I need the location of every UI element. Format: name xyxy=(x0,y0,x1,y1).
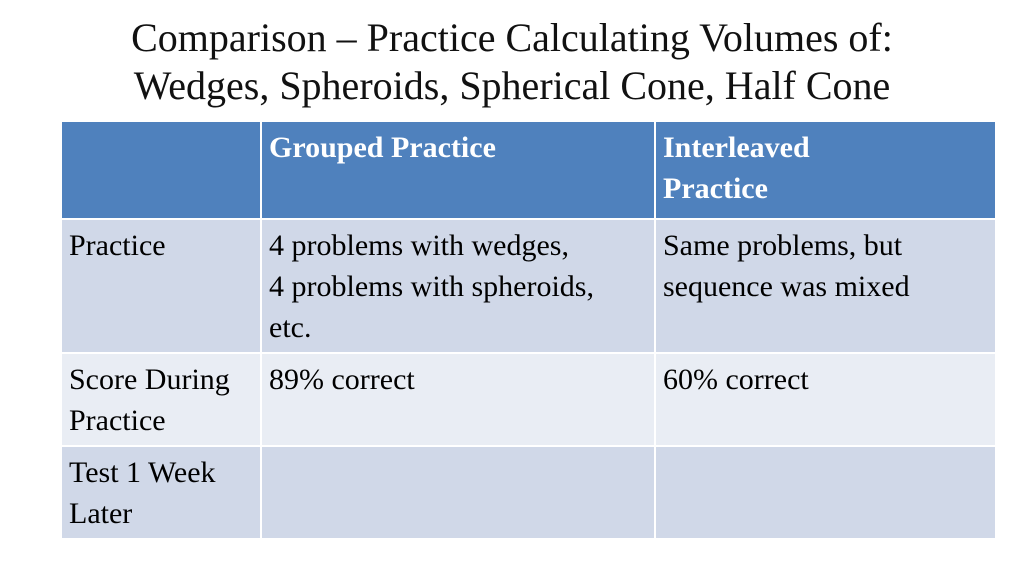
cell-grouped-test xyxy=(261,446,655,539)
cell-line: etc. xyxy=(269,311,312,344)
cell-line: 89% correct xyxy=(269,363,415,396)
cell-line: 4 problems with wedges, xyxy=(269,229,569,262)
cell-interleaved-score xyxy=(655,353,996,446)
cell-interleaved-practice xyxy=(655,219,996,353)
row-label-practice xyxy=(61,219,261,353)
table-row xyxy=(61,353,996,446)
row-label-line: Score During xyxy=(69,363,230,396)
header-cell-empty xyxy=(61,121,261,219)
cell-line: sequence was mixed xyxy=(663,270,910,303)
header-interleaved-line-1: Interleaved xyxy=(663,131,810,164)
comparison-table xyxy=(60,120,997,540)
cell-interleaved-test xyxy=(655,446,996,539)
slide-title xyxy=(0,14,1024,110)
header-cell-interleaved-practice xyxy=(655,121,996,219)
cell-grouped-practice xyxy=(261,219,655,353)
table-header-row xyxy=(61,121,996,219)
slide-title-line-2: Wedges, Spheroids, Spherical Cone, Half Cone xyxy=(133,63,891,108)
row-label-line: Practice xyxy=(69,404,166,437)
cell-line: 4 problems with spheroids, xyxy=(269,270,594,303)
header-cell-grouped-practice: Grouped Practice xyxy=(261,121,655,219)
cell-line: 60% correct xyxy=(663,363,809,396)
cell-grouped-score xyxy=(261,353,655,446)
table-row xyxy=(61,219,996,353)
row-label-line: Test 1 Week xyxy=(69,456,216,489)
row-label-line: Practice xyxy=(69,229,166,262)
header-interleaved-line-2: Practice xyxy=(663,172,768,205)
row-label-line: Later xyxy=(69,497,133,530)
slide-title-line-1: Comparison – Practice Calculating Volumes of: xyxy=(131,15,893,60)
row-label-test-1-week-later xyxy=(61,446,261,539)
table-row xyxy=(61,446,996,539)
row-label-score-during-practice xyxy=(61,353,261,446)
cell-line: Same problems, but xyxy=(663,229,903,262)
